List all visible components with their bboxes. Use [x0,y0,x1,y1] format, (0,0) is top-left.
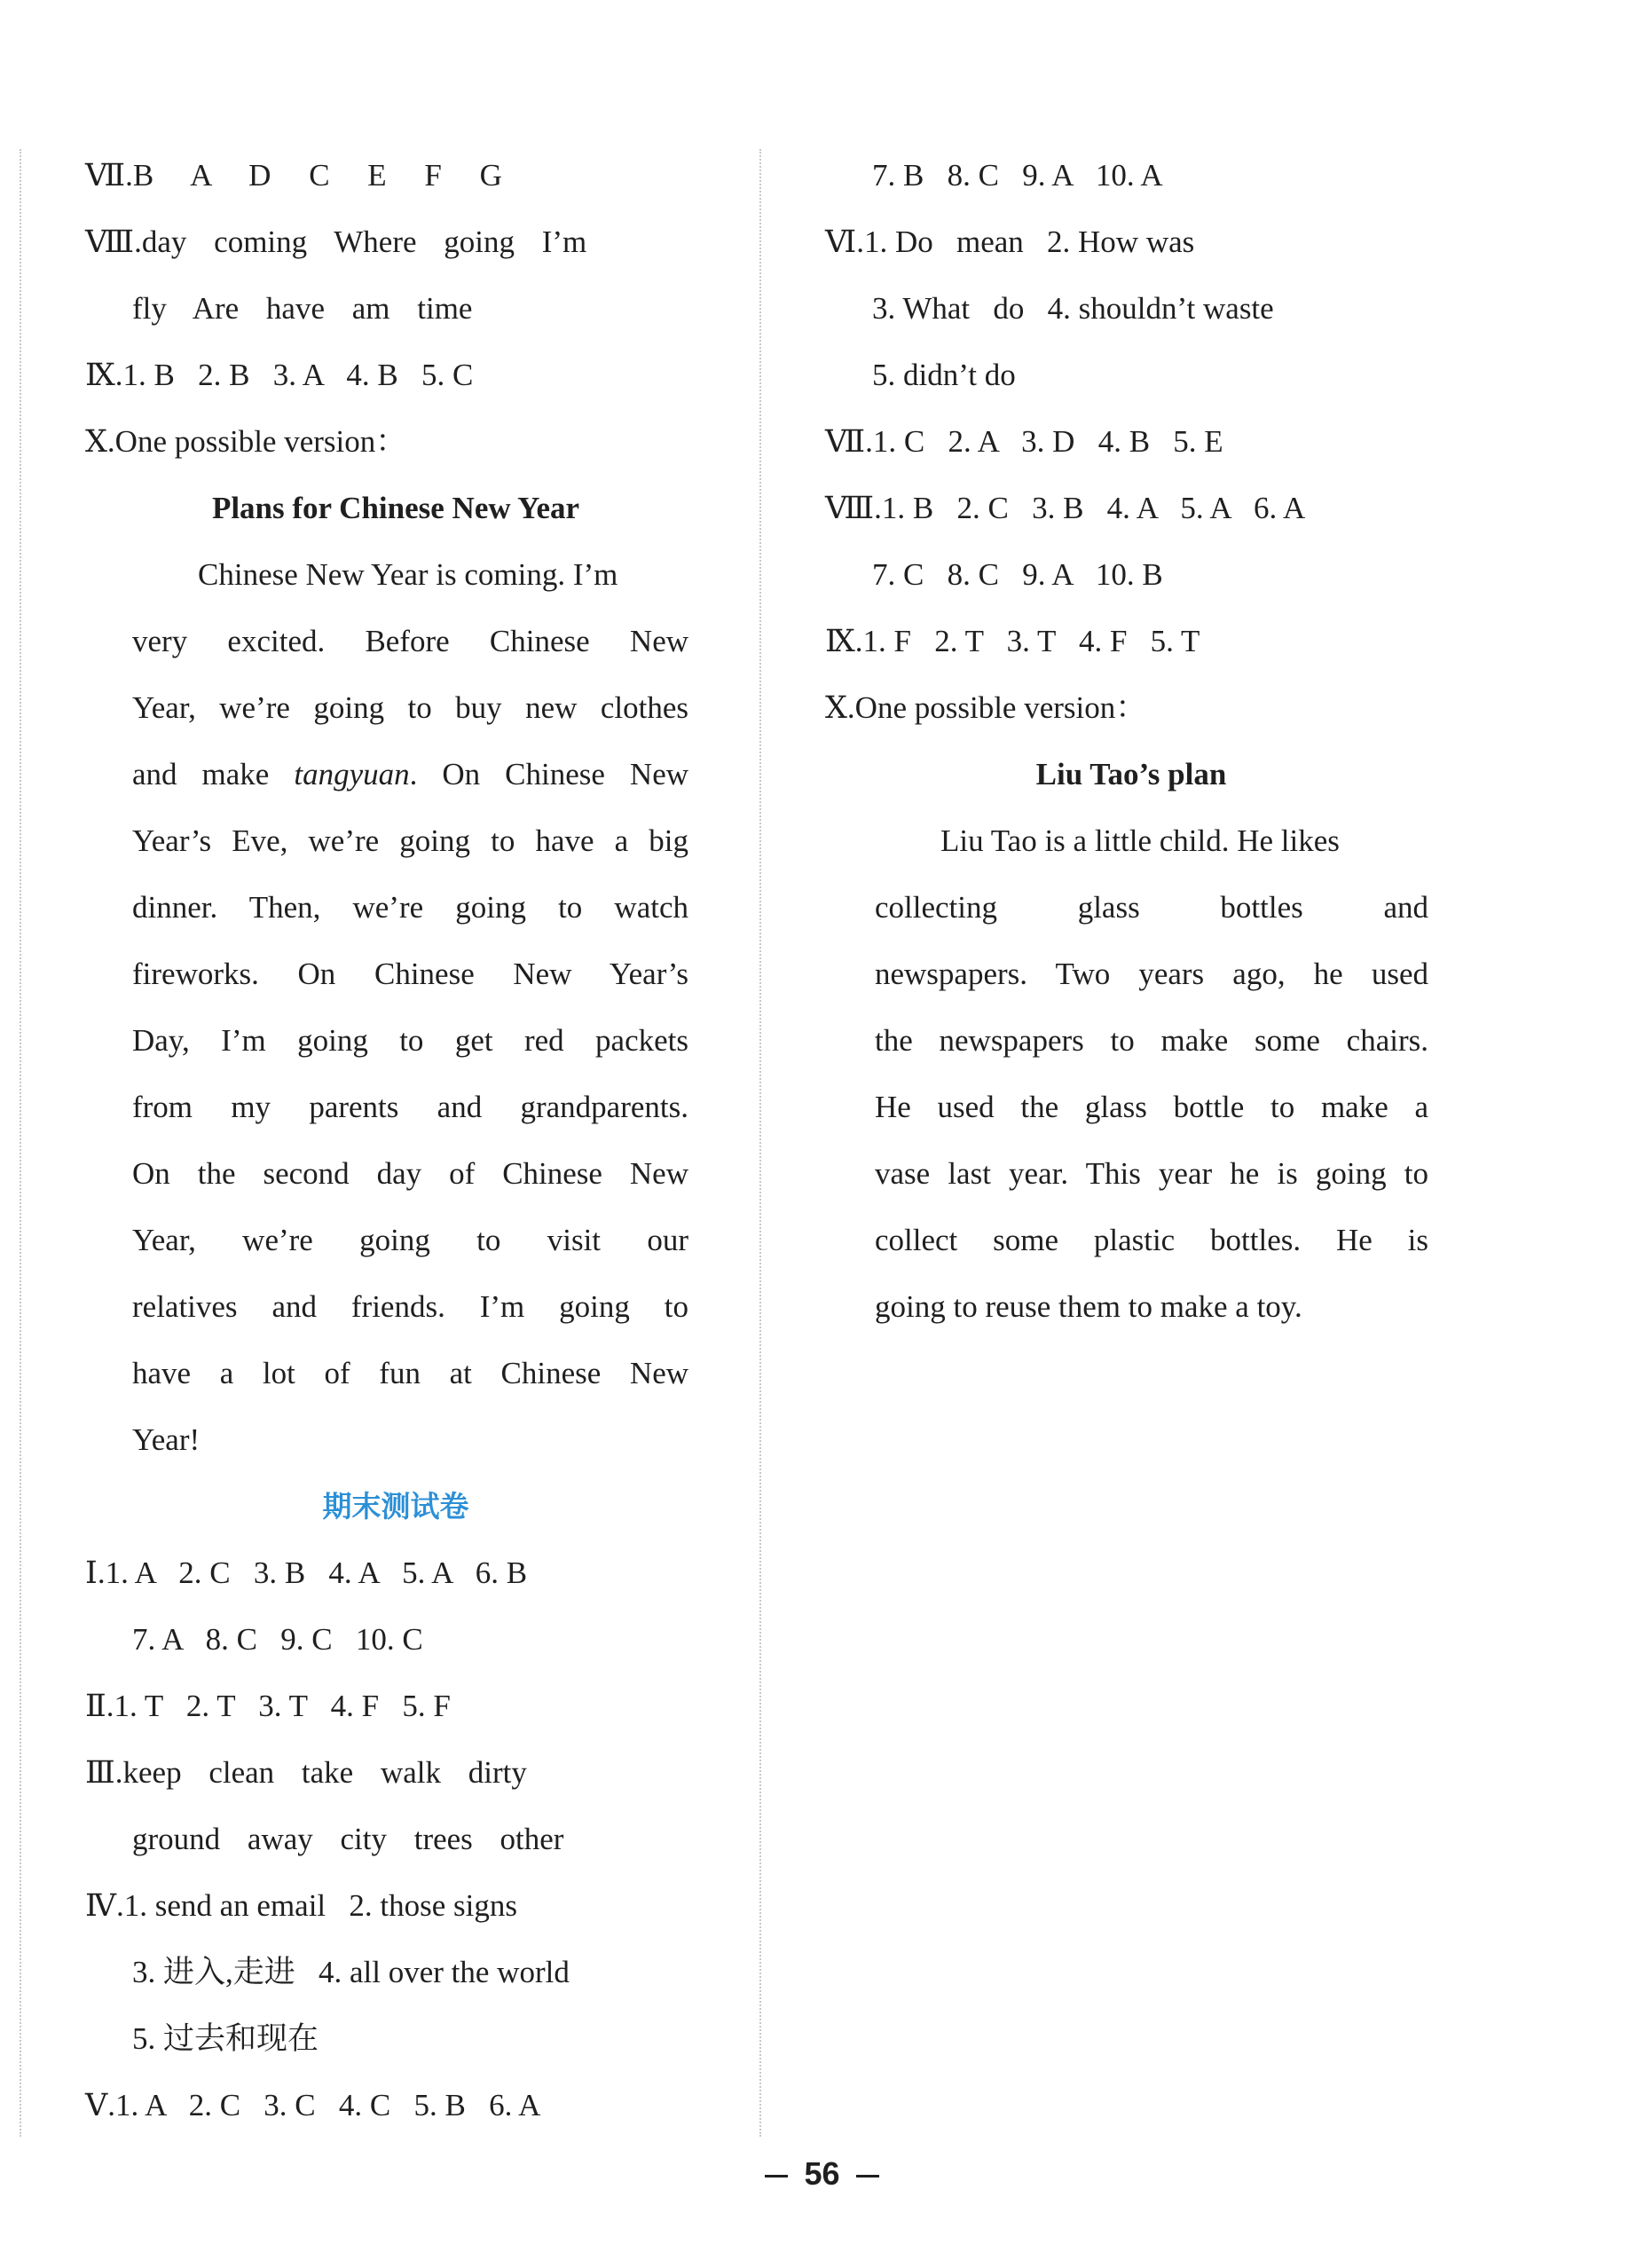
essay-line: the newspapers to make some chairs. [875,1023,1428,1058]
answer-line: 5. didn’t do [872,358,1016,392]
answer-line: 7. A 8. C 9. C 10. C [132,1622,423,1657]
answer-line: Ⅰ.1. A 2. C 3. B 4. A 5. A 6. B [85,1555,528,1590]
answer-line: 3. 进入,走进 4. all over the world [132,1955,570,1989]
essay-line: He used the glass bottle to make a [875,1090,1428,1124]
dash-right [856,2175,879,2177]
essay-line: have a lot of fun at Chinese New [132,1356,688,1390]
essay-line: Day, I’m going to get red packets [132,1023,688,1058]
answer-line: fly Are have am time [132,291,473,326]
answer-line: Ⅲ.keep clean take walk dirty [85,1755,527,1790]
column-divider [759,149,761,2137]
essay-line: newspapers. Two years ago, he used [875,957,1428,991]
essay-line: Year’s Eve, we’re going to have a big [132,823,688,858]
essay-title: Liu Tao’s plan [1035,757,1227,791]
section-title: 期末测试卷 [322,1489,469,1524]
answer-line: Ⅱ.1. T 2. T 3. T 4. F 5. F [85,1689,451,1723]
essay-line: On the second day of Chinese New [132,1156,688,1191]
answer-line: Ⅶ.B A D C E F G [85,158,502,193]
page-number-value: 56 [804,2155,840,2192]
answer-line: Ⅸ.1. B 2. B 3. A 4. B 5. C [85,358,474,392]
right-column [825,142,1437,1340]
answer-line: Ⅴ.1. A 2. C 3. C 4. C 5. B 6. A [85,2088,541,2122]
essay-line: Liu Tao is a little child. He likes [940,823,1340,858]
answer-line: 3. What do 4. shouldn’t waste [872,291,1274,326]
answer-line: Ⅹ.One possible version： [825,690,1147,725]
essay-line: collecting glass bottles and [875,890,1428,925]
answer-line: 7. B 8. C 9. A 10. A [872,158,1163,193]
answer-line: 5. 过去和现在 [132,2021,319,2056]
essay-line: from my parents and grandparents. [132,1090,688,1124]
answer-line: Ⅷ.1. B 2. C 3. B 4. A 5. A 6. A [825,491,1306,525]
answer-line: Ⅹ.One possible version： [85,424,407,459]
answer-line: Ⅶ.1. C 2. A 3. D 4. B 5. E [825,424,1223,459]
essay-line: going to reuse them to make a toy. [875,1289,1302,1324]
essay-line: dinner. Then, we’re going to watch [132,890,688,925]
essay-line: vase last year. This year he is going to [875,1156,1428,1191]
answer-line: Ⅸ.1. F 2. T 3. T 4. F 5. T [825,624,1200,658]
answer-line: Ⅳ.1. send an email 2. those signs [85,1888,517,1923]
essay-title: Plans for Chinese New Year [211,491,580,525]
essay-body [825,807,1428,1340]
essay-line: Year, we’re going to visit our [132,1223,688,1257]
essay-line: Chinese New Year is coming. I’m [198,557,618,592]
essay-line: relatives and friends. I’m going to [132,1289,688,1324]
answer-line: Ⅷ.day coming Where going I’m [85,224,587,259]
left-column [85,142,706,2138]
essay-line: very excited. Before Chinese New [132,624,688,658]
essay-line: Year, we’re going to buy new clothes [132,690,688,725]
page-number [0,2147,1644,2201]
essay-line: and make tangyuan. On Chinese New [132,757,688,791]
left-margin-rule [20,149,21,2137]
answer-line: ground away city trees other [132,1822,564,1856]
dash-left [765,2175,788,2177]
answer-line: Ⅵ.1. Do mean 2. How was [825,224,1195,259]
answer-line: 7. C 8. C 9. A 10. B [872,557,1163,592]
essay-line: collect some plastic bottles. He is [875,1223,1428,1257]
essay-body [85,541,688,1473]
essay-line: Year! [132,1422,201,1457]
essay-line: fireworks. On Chinese New Year’s [132,957,688,991]
